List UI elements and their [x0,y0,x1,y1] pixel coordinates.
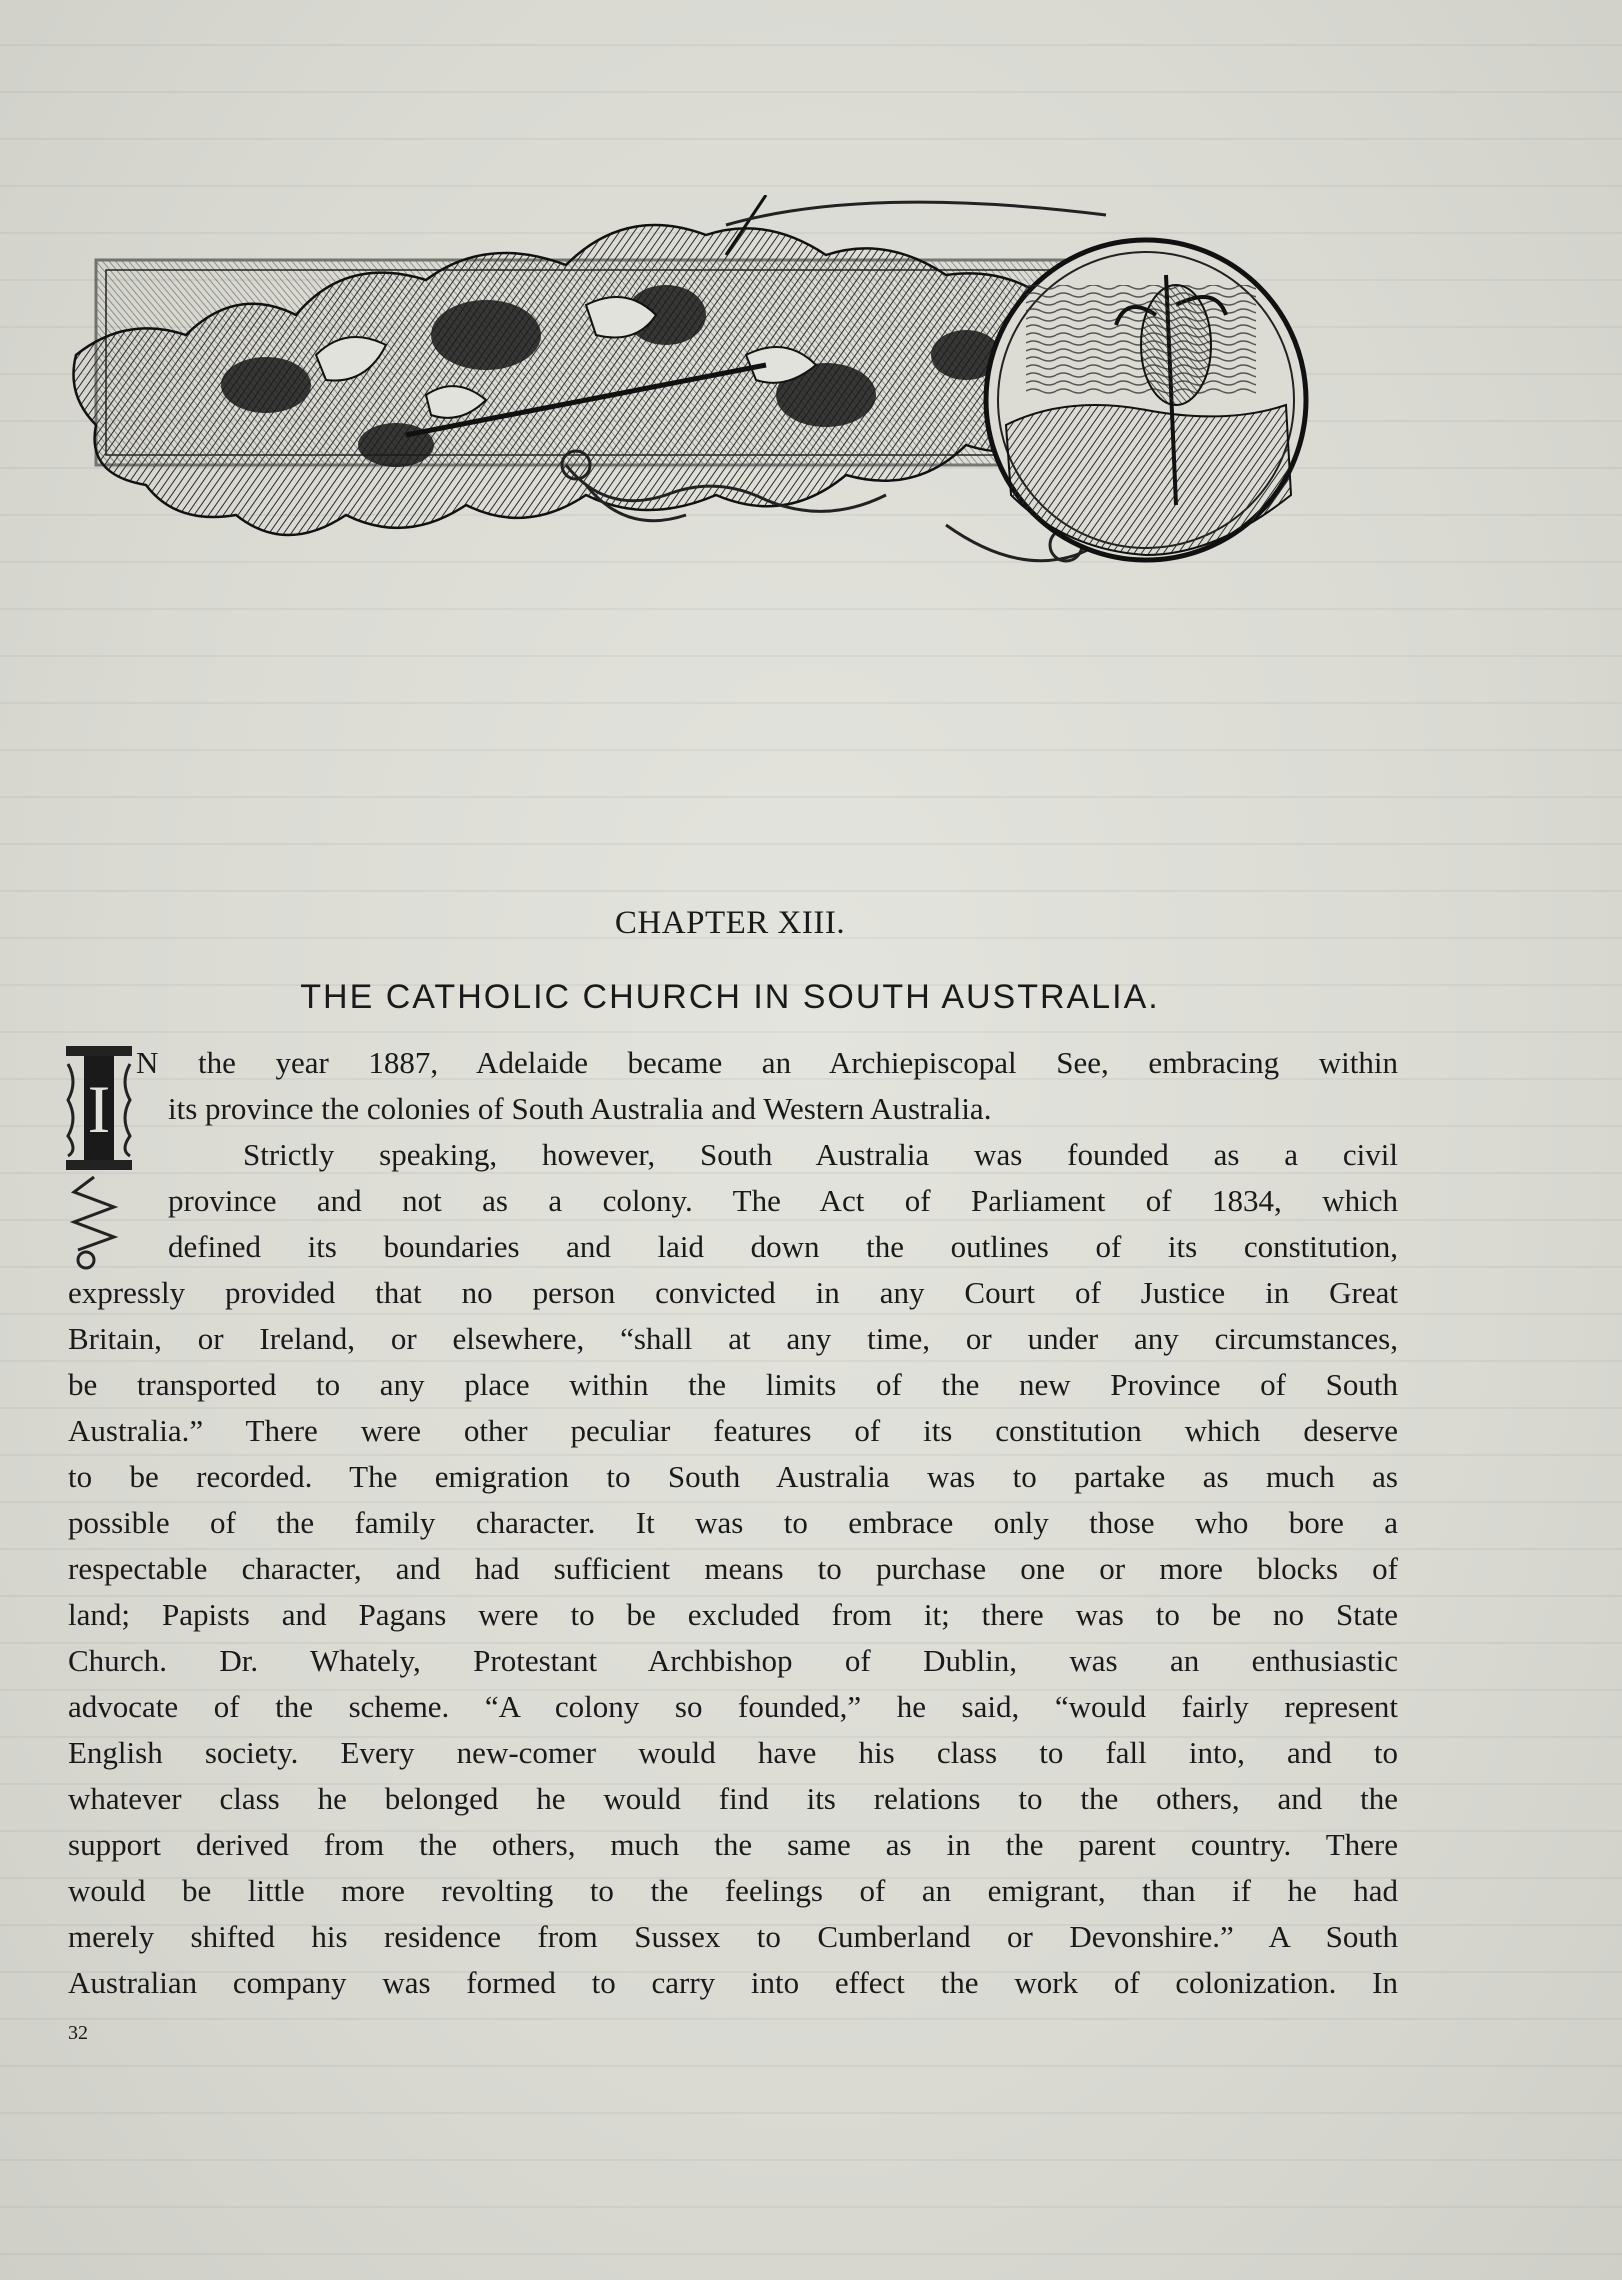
text-line: Australian company was formed to carry into effect the work of colonization. In [68,1965,1398,2000]
text-line: English society. Every new-comer would have his class to fall into, and to [68,1735,1398,1770]
text-line: Australia.” There were other peculiar features of its constitution which deserve [68,1413,1398,1448]
text-line: support derived from the others, much the same as in the parent country. There [68,1827,1398,1862]
text-line: Church. Dr. Whately, Protestant Archbishop of Dublin, was an enthusiastic [68,1643,1398,1678]
text-line: N the year 1887, Adelaide became an Archiepiscopal See, embracing within [136,1045,1398,1080]
chapter-number: CHAPTER XIII. [614,905,846,941]
text-line: respectable character, and had sufficient means to purchase one or more blocks of [68,1551,1398,1586]
text-line: province and not as a colony. The Act of Parliament of 1834, which [168,1183,1398,1218]
text-line: be transported to any place within the limits of the new Province of South [68,1367,1398,1402]
text-line: expressly provided that no person convicted in any Court of Justice in Great [68,1275,1398,1310]
text-line: to be recorded. The emigration to South Australia was to partake as much as [68,1459,1398,1494]
text-line: Britain, or Ireland, or elsewhere, “shall at any time, or under any circumstances, [68,1321,1398,1356]
text-line: whatever class he belonged he would find its relations to the others, and the [68,1781,1398,1816]
text-line: Strictly speaking, however, South Australia was founded as a civil [243,1137,1398,1172]
text-line: advocate of the scheme. “A colony so founded,” he said, “would fairly represent [68,1689,1398,1724]
svg-text:I: I [87,1071,111,1147]
floral-headpiece-illustration [66,195,1366,595]
text-line: its province the colonies of South Australia and Western Australia. [168,1091,992,1126]
body-text [68,1040,1398,2006]
text-line: merely shifted his residence from Sussex to Cumberland or Devonshire.” A South [68,1919,1398,1954]
signature-mark: 32 [68,2022,88,2044]
text-line: land; Papists and Pagans were to be excluded from it; there was to be no State [68,1597,1398,1632]
chapter-title: THE CATHOLIC CHURCH IN SOUTH AUSTRALIA. [300,978,1160,1016]
text-line: defined its boundaries and laid down the outlines of its constitution, [168,1229,1398,1264]
text-line: would be little more revolting to the feelings of an emigrant, than if he had [68,1873,1398,1908]
text-line: possible of the family character. It was to embrace only those who bore a [68,1505,1398,1540]
